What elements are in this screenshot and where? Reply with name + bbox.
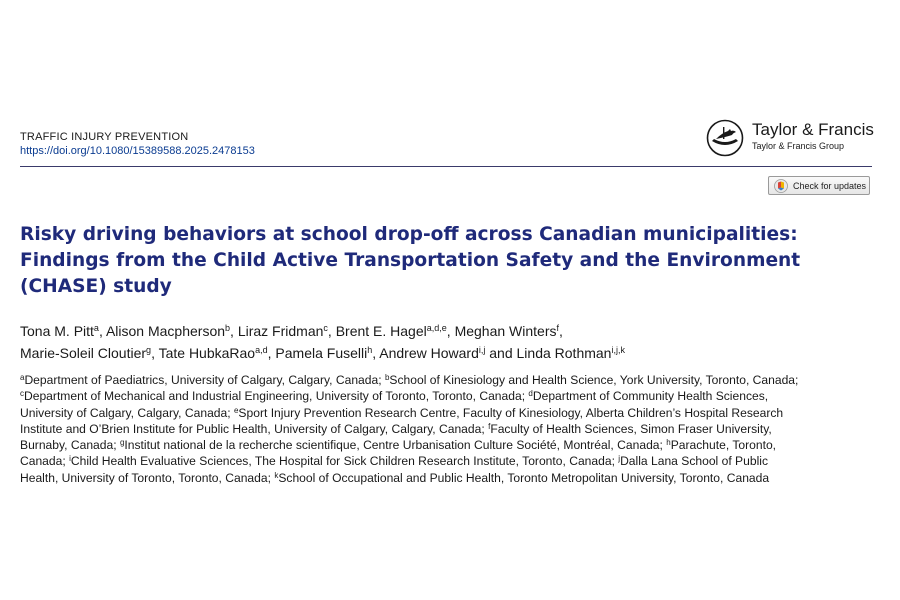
affiliation-marker: h — [367, 345, 373, 355]
affiliation-marker: b — [225, 323, 231, 333]
affiliation: Institute and O’Brien Institute for Public Health, University of Calgary, Calgary, Canada; — [20, 421, 489, 436]
affiliation-marker: g — [146, 345, 152, 355]
author-list — [20, 320, 880, 364]
affiliation: $^c$Department of Mechanical and Industrial Engineering, University of Toronto, Toronto, Canada; — [20, 389, 529, 404]
affiliation: $^j$Dalla Lana School of Public — [618, 454, 768, 469]
crossmark-icon — [774, 179, 788, 193]
affiliation-marker: i,j,k — [611, 345, 625, 355]
header-divider — [20, 166, 872, 167]
journal-header — [20, 130, 255, 158]
author: Tate HubkaRao$^{a,d}$, — [158, 345, 276, 361]
affiliation-marker: a,d,e — [426, 323, 447, 333]
affiliation-marker: f — [556, 323, 560, 333]
title-line: Findings from the Child Active Transportation Safety and the Environment — [20, 250, 801, 271]
publisher-branding — [706, 118, 876, 158]
affiliation-line — [20, 437, 882, 453]
affiliation: $^i$Child Health Evaluative Sciences, The Hospital for Sick Children Research Institute, Toronto, Canada; — [69, 454, 619, 469]
affiliation-marker: a,d — [255, 345, 268, 355]
author: Tona M. Pitt$^a$, — [20, 323, 106, 339]
author-line — [20, 342, 880, 364]
affiliation-list — [20, 372, 882, 486]
affiliation: $^b$School of Kinesiology and Health Science, York University, Toronto, Canada; — [384, 373, 799, 387]
affiliation-line — [20, 388, 882, 404]
affiliation: Burnaby, Canada; — [20, 438, 120, 453]
affiliation: $^h$Parachute, Toronto, — [666, 438, 777, 453]
affiliation: Canada; — [20, 454, 70, 469]
title-line: Risky driving behaviors at school drop-off across Canadian municipalities: — [20, 224, 798, 245]
author-line — [20, 320, 880, 342]
title-line: (CHASE) study — [20, 276, 172, 297]
affiliation: $^d$Department of Community Health Sciences, — [528, 389, 769, 404]
doi-link[interactable]: https://doi.org/10.1080/15389588.2025.2478153 — [20, 145, 255, 157]
author: Alison Macpherson$^b$, — [105, 323, 238, 339]
author: Pamela Fuselli$^h$, — [275, 345, 380, 361]
author: Liraz Fridman$^c$, — [237, 323, 336, 339]
author: Marie-Soleil Cloutier$^g$, — [20, 345, 159, 361]
journal-name: TRAFFIC INJURY PREVENTION — [20, 131, 189, 143]
affiliation: $^a$Department of Paediatrics, University of Calgary, Calgary, Canada; — [20, 373, 385, 387]
affiliation-line — [20, 421, 882, 437]
author: Andrew Howard$^{i,j}$ and — [379, 345, 517, 361]
publisher-name: Taylor & Francis — [752, 120, 874, 139]
author: Linda Rothman$^{i,j,k}$ — [516, 345, 625, 361]
author: Meghan Winters$^f$, — [454, 323, 563, 339]
affiliation-line — [20, 470, 882, 486]
affiliation: $^g$Institut national de la recherche scientifique, Centre Urbanisation Culture Société, Montréal, Canada; — [119, 438, 667, 453]
affiliation: $^f$Faculty of Health Sciences, Simon Fraser University, — [488, 421, 772, 436]
affiliation-line — [20, 453, 882, 469]
affiliation-marker: i,j — [478, 345, 486, 355]
check-for-updates-label: Check for updates — [793, 181, 867, 191]
affiliation: $^k$School of Occupational and Public Health, Toronto Metropolitan University, Toronto, Canada — [274, 470, 770, 485]
taylor-francis-logo-icon — [706, 119, 744, 157]
article-title — [20, 222, 880, 300]
affiliation-marker: c — [323, 323, 328, 333]
affiliation-marker: a — [93, 323, 99, 333]
affiliation-line — [20, 372, 882, 388]
author: Brent E. Hagel$^{a,d,e}$, — [335, 323, 455, 339]
affiliation: Health, University of Toronto, Toronto, Canada; — [20, 470, 275, 485]
affiliation-line — [20, 405, 882, 421]
check-for-updates-button[interactable] — [768, 176, 870, 195]
affiliation: $^e$Sport Injury Prevention Research Centre, Faculty of Kinesiology, Alberta Children’s Hospital Research — [233, 405, 784, 420]
publisher-group: Taylor & Francis Group — [752, 141, 845, 151]
affiliation: University of Calgary, Calgary, Canada; — [20, 405, 234, 420]
